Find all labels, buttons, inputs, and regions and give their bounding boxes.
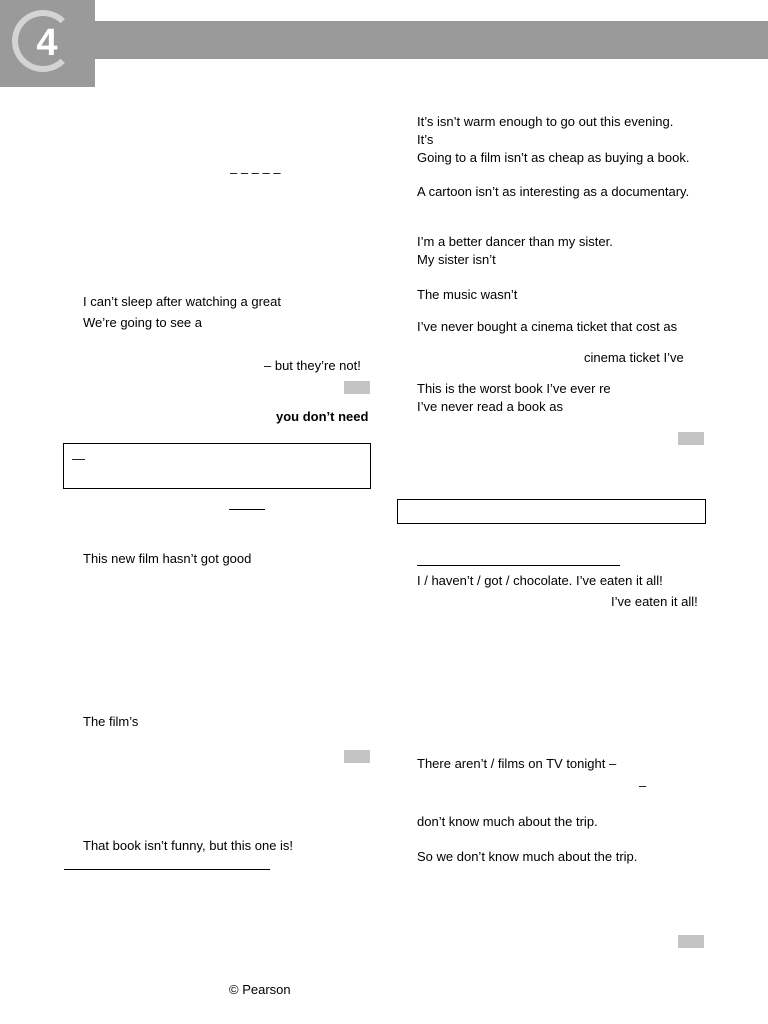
right-line-14: There aren’t / films on TV tonight – — [417, 756, 617, 771]
right-line-6: My sister isn’t — [417, 252, 496, 267]
right-line-9: cinema ticket I’ve — [584, 350, 684, 365]
right-line-1: It’s isn’t warm enough to go out this evening. — [417, 114, 674, 129]
right-line-4: A cartoon isn’t as interesting as a documentary. — [417, 184, 690, 199]
right-line-13: I’ve eaten it all! — [611, 594, 698, 609]
left-line-6: That book isn’t funny, but this one is! — [83, 838, 294, 853]
score-box — [344, 750, 370, 763]
unit-badge — [0, 0, 95, 87]
score-box — [678, 935, 704, 948]
right-line-15: – — [639, 778, 647, 793]
right-line-5: I’m a better dancer than my sister. — [417, 234, 613, 249]
dashes: – – – – – — [230, 165, 281, 180]
box-dash: — — [72, 451, 85, 466]
bold-line: you don’t need — [276, 409, 369, 424]
right-line-12: I / haven’t / got / chocolate. I’ve eaten it all! — [417, 573, 663, 588]
right-line-2: It’s — [417, 132, 434, 147]
right-line-11: I’ve never read a book as — [417, 399, 563, 414]
example-line — [417, 565, 620, 566]
unit-number: 4 — [36, 22, 58, 64]
left-info-box — [63, 443, 371, 489]
left-line-3: – but they’re not! — [264, 358, 361, 373]
header-bar — [95, 21, 768, 59]
score-box — [678, 432, 704, 445]
right-line-8: I’ve never bought a cinema ticket that cost as — [417, 319, 678, 334]
left-line-5: The film’s — [83, 714, 139, 729]
right-info-box — [397, 499, 706, 524]
left-line-4: This new film hasn’t got good — [83, 551, 252, 566]
left-line-1: I can’t sleep after watching a great — [83, 294, 282, 309]
right-line-10: This is the worst book I’ve ever re — [417, 381, 611, 396]
right-line-17: So we don’t know much about the trip. — [417, 849, 638, 864]
copyright: © Pearson — [229, 982, 291, 997]
right-line-3: Going to a film isn’t as cheap as buying a book. — [417, 150, 690, 165]
blank-line — [229, 509, 265, 510]
divider-line — [64, 869, 270, 870]
left-line-2: We’re going to see a — [83, 315, 202, 330]
right-line-7: The music wasn’t — [417, 287, 518, 302]
right-line-16: don’t know much about the trip. — [417, 814, 598, 829]
score-box — [344, 381, 370, 394]
